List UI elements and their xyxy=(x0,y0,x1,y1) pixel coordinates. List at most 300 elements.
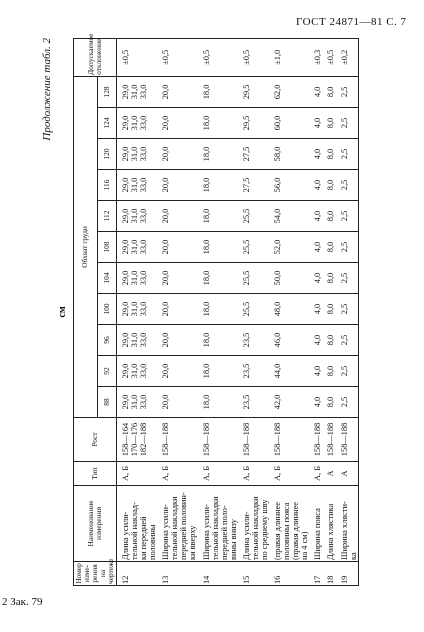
value-line: 18,0 xyxy=(201,84,211,100)
value-line: 31,0 xyxy=(130,146,139,162)
measurement-name-line: тельной накладки xyxy=(250,496,260,560)
value-cell xyxy=(322,356,335,387)
value-line: 31,0 xyxy=(130,394,139,410)
header-tolerance: Допускаемое отклонение xyxy=(74,38,117,76)
value-cell xyxy=(157,76,197,107)
row-number: 19 xyxy=(336,562,359,586)
value-line: 46,0 xyxy=(273,332,283,348)
value-line: 4,0 xyxy=(313,272,323,284)
value-cell xyxy=(269,201,309,232)
height-range xyxy=(157,418,197,462)
value-cell xyxy=(309,170,322,201)
table-row xyxy=(198,38,238,585)
side-note: 2 Зак. 79 xyxy=(2,596,43,608)
measurement-name xyxy=(309,486,322,562)
measurement-name-line: вины внизу xyxy=(228,519,238,560)
value-line: 33,0 xyxy=(139,394,149,410)
value-cell xyxy=(157,325,197,356)
value-cell xyxy=(322,170,335,201)
value-cell xyxy=(322,76,335,107)
value-line: 2,5 xyxy=(339,117,349,129)
bust-size-header: 92 xyxy=(97,356,116,387)
value-line: 20,0 xyxy=(161,332,171,348)
value-cell xyxy=(238,201,269,232)
figure-type: А xyxy=(322,462,335,486)
value-line: 25,5 xyxy=(241,301,251,317)
value-line: 33,0 xyxy=(139,239,149,255)
value-line: 8,0 xyxy=(326,86,336,98)
value-line: 4,0 xyxy=(313,179,323,191)
value-cell xyxy=(336,170,359,201)
value-line: 4,0 xyxy=(313,365,323,377)
value-cell xyxy=(309,76,322,107)
height-range-line: 158—188 xyxy=(313,422,323,457)
value-line: 2,5 xyxy=(339,210,349,222)
value-cell xyxy=(336,201,359,232)
value-line: 8,0 xyxy=(326,210,336,222)
header-name: Наименование измерения xyxy=(74,486,117,562)
value-line: 4,0 xyxy=(313,334,323,346)
tolerance-cell: ±0,5 xyxy=(198,38,238,76)
value-cell xyxy=(238,170,269,201)
measurement-name-line: ка xyxy=(348,552,358,560)
value-cell xyxy=(322,325,335,356)
value-line: 18,0 xyxy=(201,208,211,224)
bust-size-header: 108 xyxy=(97,232,116,263)
measurement-name xyxy=(116,486,157,562)
measurement-name-line: ки вверху xyxy=(188,525,198,560)
tolerance-cell: ±0,3 xyxy=(309,38,322,76)
value-cell xyxy=(198,263,238,294)
height-range-line: 158—188 xyxy=(273,422,283,457)
bust-size-header: 88 xyxy=(97,387,116,418)
value-line: 18,0 xyxy=(201,115,211,131)
value-cell xyxy=(238,139,269,170)
height-range xyxy=(198,418,238,462)
value-cell xyxy=(238,232,269,263)
value-line: 18,0 xyxy=(201,394,211,410)
value-line: 4,0 xyxy=(313,303,323,315)
bust-size-header: 104 xyxy=(97,263,116,294)
figure-type: А, Б xyxy=(157,462,197,486)
value-line: 25,5 xyxy=(241,208,251,224)
value-cell xyxy=(157,201,197,232)
tolerance-cell: ±0,5 xyxy=(322,38,335,76)
value-cell xyxy=(269,232,309,263)
value-line: 48,0 xyxy=(273,301,283,317)
value-line: 18,0 xyxy=(201,146,211,162)
measurement-name-line: Ширина усили- xyxy=(201,504,211,560)
tolerance-cell: ±0,5 xyxy=(157,38,197,76)
value-line: 2,5 xyxy=(339,334,349,346)
value-cell xyxy=(309,387,322,418)
value-cell xyxy=(269,387,309,418)
value-cell xyxy=(157,294,197,325)
value-line: 62,0 xyxy=(273,84,283,100)
value-line: 31,0 xyxy=(130,115,139,131)
value-line: 29,0 xyxy=(120,84,130,100)
value-line: 4,0 xyxy=(313,86,323,98)
value-line: 20,0 xyxy=(161,239,171,255)
value-cell xyxy=(198,201,238,232)
value-cell xyxy=(269,263,309,294)
tolerance-cell: ±1,0 xyxy=(269,38,309,76)
value-line: 29,0 xyxy=(120,115,130,131)
measurement-name xyxy=(157,486,197,562)
figure-type: А, Б xyxy=(309,462,322,486)
height-range-line: 158—188 xyxy=(201,422,211,457)
measurements-table xyxy=(73,33,359,586)
row-number: 18 xyxy=(322,562,335,586)
value-line: 29,0 xyxy=(120,239,130,255)
value-line: 20,0 xyxy=(161,208,171,224)
value-line: 56,0 xyxy=(273,177,283,193)
value-line: 4,0 xyxy=(313,148,323,160)
value-cell xyxy=(309,325,322,356)
measurement-name-line: половины пояса xyxy=(282,502,292,560)
value-line: 20,0 xyxy=(161,363,171,379)
value-line: 27,5 xyxy=(241,146,251,162)
value-cell xyxy=(198,108,238,139)
measurement-name xyxy=(336,486,359,562)
value-line: 8,0 xyxy=(326,241,336,253)
value-line: 29,0 xyxy=(120,332,130,348)
value-line: 20,0 xyxy=(161,270,171,286)
rotated-page-content xyxy=(37,33,371,586)
measurement-name-line: передней поло- xyxy=(219,505,229,560)
value-cell xyxy=(238,108,269,139)
value-cell xyxy=(309,201,322,232)
value-cell xyxy=(238,76,269,107)
value-cell xyxy=(116,325,157,356)
value-cell xyxy=(198,294,238,325)
value-line: 23,5 xyxy=(241,394,251,410)
row-number: 16 xyxy=(269,562,309,586)
value-line: 8,0 xyxy=(326,117,336,129)
value-cell xyxy=(116,356,157,387)
value-line: 29,0 xyxy=(120,363,130,379)
value-cell xyxy=(116,170,157,201)
value-line: 29,0 xyxy=(120,301,130,317)
bust-size-header: 100 xyxy=(97,294,116,325)
value-line: 8,0 xyxy=(326,272,336,284)
bust-size-header: 116 xyxy=(97,170,116,201)
value-cell xyxy=(157,170,197,201)
measurement-name-line: передней половин- xyxy=(179,492,189,560)
value-cell xyxy=(116,201,157,232)
measurement-name xyxy=(198,486,238,562)
bust-size-header: 124 xyxy=(97,108,116,139)
value-line: 2,5 xyxy=(339,148,349,160)
value-line: 29,5 xyxy=(241,115,251,131)
height-range-line: 158—188 xyxy=(241,422,251,457)
value-line: 27,5 xyxy=(241,177,251,193)
value-line: 33,0 xyxy=(139,363,149,379)
value-cell xyxy=(336,139,359,170)
value-line: 25,5 xyxy=(241,239,251,255)
height-range-line: 170—176 xyxy=(130,422,139,457)
value-line: 20,0 xyxy=(161,146,171,162)
value-line: 54,0 xyxy=(273,208,283,224)
value-cell xyxy=(336,294,359,325)
value-cell xyxy=(336,356,359,387)
bust-size-header: 96 xyxy=(97,325,116,356)
height-range xyxy=(238,418,269,462)
measurement-name-line: Длина усили- xyxy=(241,511,251,560)
value-line: 18,0 xyxy=(201,301,211,317)
value-line: 8,0 xyxy=(326,148,336,160)
value-cell xyxy=(322,387,335,418)
height-range xyxy=(322,418,335,462)
height-range xyxy=(269,418,309,462)
value-line: 33,0 xyxy=(139,177,149,193)
value-line: 18,0 xyxy=(201,270,211,286)
value-cell xyxy=(309,108,322,139)
bust-size-header: 128 xyxy=(97,76,116,107)
value-line: 4,0 xyxy=(313,117,323,129)
value-line: 29,0 xyxy=(120,394,130,410)
measurement-name-line: по среднему шву xyxy=(260,499,270,560)
value-cell xyxy=(269,325,309,356)
measurement-name-line: Ширина хлясти- xyxy=(339,501,349,560)
table-row xyxy=(322,38,335,585)
value-line: 58,0 xyxy=(273,146,283,162)
value-line: 33,0 xyxy=(139,301,149,317)
value-line: 44,0 xyxy=(273,363,283,379)
measurement-name xyxy=(322,486,335,562)
height-range-line: 182—188 xyxy=(139,422,149,457)
value-cell xyxy=(336,387,359,418)
header-num: Номер изме-рения на чертеже xyxy=(74,558,115,584)
height-range-line: 158—164 xyxy=(120,422,130,457)
height-range-line: 158—188 xyxy=(339,422,349,457)
value-line: 31,0 xyxy=(130,301,139,317)
value-cell xyxy=(322,232,335,263)
value-line: 18,0 xyxy=(201,177,211,193)
measurement-name-line: ки передней xyxy=(139,516,149,560)
figure-type: А, Б xyxy=(269,462,309,486)
measurement-name-line: тельной наклад- xyxy=(130,502,139,560)
value-cell xyxy=(198,139,238,170)
value-line: 2,5 xyxy=(339,241,349,253)
value-cell xyxy=(269,294,309,325)
measurement-name-line: Длина усили- xyxy=(120,511,130,560)
value-line: 2,5 xyxy=(339,396,349,408)
value-cell xyxy=(269,356,309,387)
value-cell xyxy=(238,325,269,356)
value-cell xyxy=(322,139,335,170)
value-cell xyxy=(322,108,335,139)
table-row xyxy=(116,38,157,585)
height-range-line: 158—188 xyxy=(326,422,336,457)
value-line: 20,0 xyxy=(161,394,171,410)
value-cell xyxy=(269,76,309,107)
value-cell xyxy=(157,356,197,387)
table-row xyxy=(157,38,197,585)
value-line: 2,5 xyxy=(339,179,349,191)
value-line: 29,0 xyxy=(120,146,130,162)
value-line: 4,0 xyxy=(313,210,323,222)
value-line: 20,0 xyxy=(161,301,171,317)
tolerance-cell: ±0,2 xyxy=(336,38,359,76)
value-line: 31,0 xyxy=(130,84,139,100)
row-number: 15 xyxy=(238,562,269,586)
value-cell xyxy=(157,232,197,263)
value-line: 33,0 xyxy=(139,208,149,224)
row-number: 13 xyxy=(157,562,197,586)
value-cell xyxy=(309,356,322,387)
tolerance-cell: ±0,5 xyxy=(238,38,269,76)
value-line: 8,0 xyxy=(326,396,336,408)
header-height: Рост xyxy=(74,418,117,462)
value-line: 33,0 xyxy=(139,146,149,162)
value-cell xyxy=(238,294,269,325)
table-row xyxy=(309,38,322,585)
value-line: 31,0 xyxy=(130,177,139,193)
value-cell xyxy=(157,263,197,294)
value-cell xyxy=(198,325,238,356)
value-line: 25,5 xyxy=(241,270,251,286)
value-cell xyxy=(116,76,157,107)
value-line: 31,0 xyxy=(130,363,139,379)
figure-type: А, Б xyxy=(238,462,269,486)
value-cell xyxy=(238,356,269,387)
measurement-name xyxy=(269,486,309,562)
tolerance-cell: ±0,5 xyxy=(116,38,157,76)
value-line: 2,5 xyxy=(339,272,349,284)
value-cell xyxy=(157,108,197,139)
height-range xyxy=(116,418,157,462)
value-cell xyxy=(336,232,359,263)
height-range xyxy=(309,418,322,462)
figure-type: А, Б xyxy=(198,462,238,486)
value-line: 8,0 xyxy=(326,334,336,346)
value-cell xyxy=(116,108,157,139)
measurement-name-line: Длина хлястика xyxy=(326,503,336,560)
value-line: 8,0 xyxy=(326,179,336,191)
measurement-name-line: Ширина пояса xyxy=(313,508,323,560)
value-line: 33,0 xyxy=(139,115,149,131)
value-cell xyxy=(198,170,238,201)
value-line: 4,0 xyxy=(313,396,323,408)
value-cell xyxy=(198,387,238,418)
value-cell xyxy=(309,232,322,263)
value-line: 2,5 xyxy=(339,365,349,377)
table-continuation-title: Продолжение табл. 2 xyxy=(41,38,53,141)
value-cell xyxy=(116,263,157,294)
measurement-name-line: тельной накладки xyxy=(210,496,220,560)
table-row xyxy=(238,38,269,585)
measurement-name-line: половины xyxy=(148,524,158,560)
value-cell xyxy=(116,139,157,170)
value-line: 4,0 xyxy=(313,241,323,253)
value-cell xyxy=(157,387,197,418)
value-line: 20,0 xyxy=(161,84,171,100)
measurement-name-line: (правая длиннее xyxy=(291,501,301,560)
bust-size-header: 112 xyxy=(97,201,116,232)
figure-type: А, Б xyxy=(116,462,157,486)
measurement-name-line: на 4 см) xyxy=(300,531,310,560)
value-line: 31,0 xyxy=(130,332,139,348)
value-line: 23,5 xyxy=(241,332,251,348)
value-line: 18,0 xyxy=(201,363,211,379)
header-type: Тип xyxy=(74,462,117,486)
value-line: 33,0 xyxy=(139,84,149,100)
height-range-line: 158—188 xyxy=(161,422,171,457)
value-line: 8,0 xyxy=(326,303,336,315)
value-cell xyxy=(198,232,238,263)
header-bust: Обхват груди xyxy=(74,76,98,417)
value-line: 18,0 xyxy=(201,332,211,348)
row-number: 12 xyxy=(116,562,157,586)
value-cell xyxy=(322,294,335,325)
value-cell xyxy=(336,76,359,107)
value-cell xyxy=(116,232,157,263)
value-line: 31,0 xyxy=(130,270,139,286)
value-cell xyxy=(198,356,238,387)
value-line: 33,0 xyxy=(139,332,149,348)
measurement-name-line: Ширина усили- xyxy=(161,504,171,560)
table-row xyxy=(336,38,359,585)
value-line: 29,5 xyxy=(241,84,251,100)
value-cell xyxy=(116,294,157,325)
value-line: 23,5 xyxy=(241,363,251,379)
value-cell xyxy=(322,263,335,294)
value-line: 33,0 xyxy=(139,270,149,286)
value-line: 8,0 xyxy=(326,365,336,377)
value-line: 2,5 xyxy=(339,86,349,98)
measurement-name-line: (правая длиннее xyxy=(273,501,283,560)
value-cell xyxy=(198,76,238,107)
value-line: 18,0 xyxy=(201,239,211,255)
value-cell xyxy=(309,139,322,170)
value-cell xyxy=(336,325,359,356)
measurement-name xyxy=(238,486,269,562)
value-cell xyxy=(116,387,157,418)
value-cell xyxy=(269,108,309,139)
row-number: 17 xyxy=(309,562,322,586)
value-line: 50,0 xyxy=(273,270,283,286)
measurement-name-line: тельной накладки xyxy=(170,496,180,560)
value-cell xyxy=(269,170,309,201)
value-line: 52,0 xyxy=(273,239,283,255)
value-line: 60,0 xyxy=(273,115,283,131)
value-cell xyxy=(238,263,269,294)
unit-label: см xyxy=(57,306,68,318)
value-line: 29,0 xyxy=(120,208,130,224)
value-cell xyxy=(309,294,322,325)
value-line: 42,0 xyxy=(273,394,283,410)
value-line: 31,0 xyxy=(130,208,139,224)
value-cell xyxy=(309,263,322,294)
value-cell xyxy=(336,263,359,294)
value-line: 29,0 xyxy=(120,270,130,286)
value-line: 29,0 xyxy=(120,177,130,193)
value-line: 2,5 xyxy=(339,303,349,315)
value-cell xyxy=(157,139,197,170)
page-header: ГОСТ 24871—81 С. 7 xyxy=(296,16,407,28)
value-line: 31,0 xyxy=(130,239,139,255)
value-line: 20,0 xyxy=(161,177,171,193)
figure-type: А xyxy=(336,462,359,486)
value-cell xyxy=(238,387,269,418)
value-cell xyxy=(269,139,309,170)
height-range xyxy=(336,418,359,462)
value-cell xyxy=(322,201,335,232)
bust-size-header: 120 xyxy=(97,139,116,170)
value-cell xyxy=(336,108,359,139)
table-row xyxy=(269,38,309,585)
